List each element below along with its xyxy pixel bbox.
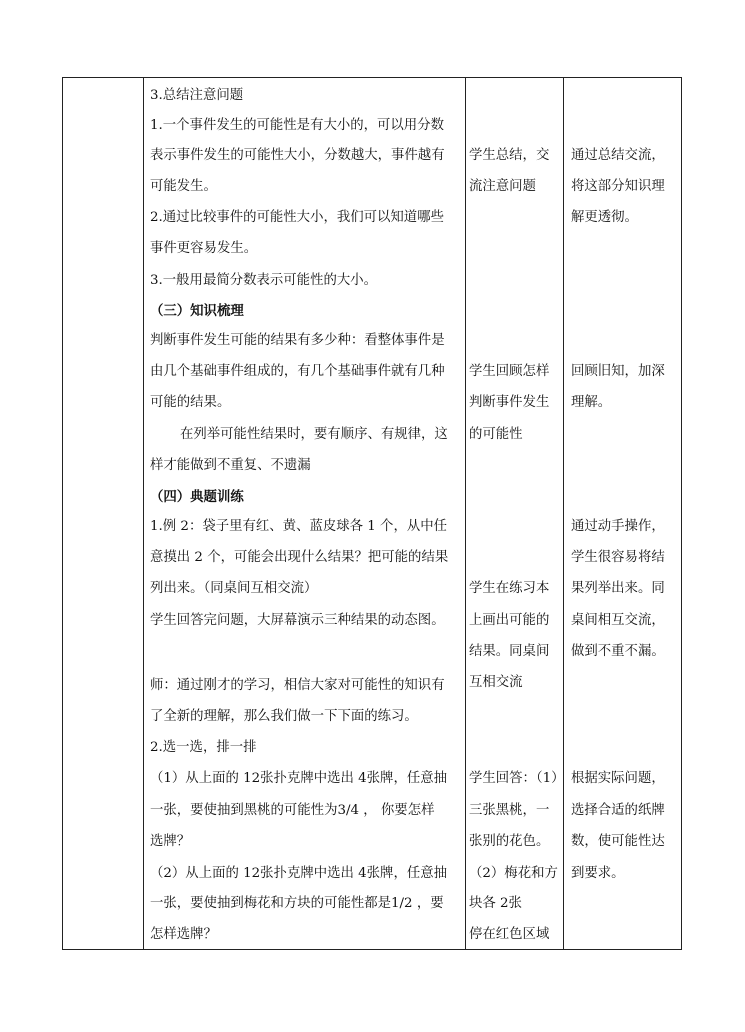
text-line: 三张黑桃，一 (469, 803, 550, 818)
text-line: 学生回答：（1） (469, 771, 565, 786)
text-line: 结果。同桌间 (469, 644, 550, 659)
text-line: 理解。 (571, 395, 612, 410)
text-line: 根据实际问题， (571, 771, 665, 786)
text-line: 在列举可能性结果时，要有顺序、有规律，这 (180, 427, 448, 442)
text-line: 可能的结果。 (150, 395, 231, 410)
text-line: 做到不重不漏。 (571, 644, 665, 659)
text-line: 的可能性 (469, 427, 523, 442)
text-line: （2）梅花和方 (469, 866, 558, 881)
column-divider (563, 78, 564, 949)
text-line: 一张，要使抽到黑桃的可能性为3/4 ， 你要怎样 (150, 803, 435, 818)
text-line: 通过总结交流， (571, 148, 665, 163)
section-heading: （四）典题训练 (150, 489, 244, 505)
text-line: 选择合适的纸牌 (571, 803, 665, 818)
column-divider (143, 78, 144, 949)
text-line: 上画出可能的 (469, 613, 550, 628)
text-line: 怎样选牌？ (150, 927, 217, 942)
text-line: 1.例 2：袋子里有红、黄、蓝皮球各 1 个，从中任 (150, 519, 448, 534)
text-line: 师：通过刚才的学习，相信大家对可能性的知识有 (150, 678, 445, 693)
text-line: 数，使可能性达 (571, 834, 665, 849)
text-line: 到要求。 (571, 866, 625, 881)
text-line: （2）从上面的 12张扑克牌中选出 4张牌，任意抽 (150, 866, 448, 881)
text-line: 将这部分知识理 (571, 179, 665, 194)
text-line: 2.选一选，排一排 (150, 740, 257, 755)
text-line: 学生在练习本 (469, 581, 550, 596)
text-line: 选牌？ (150, 834, 191, 849)
text-line: 可能发生。 (150, 179, 217, 194)
text-line: 回顾旧知，加深 (571, 364, 665, 379)
text-line: 表示事件发生的可能性大小，分数越大，事件越有 (150, 148, 445, 163)
text-line: 桌间相互交流， (571, 613, 665, 628)
text-line: 判断事件发生 (469, 395, 550, 410)
text-line: 列出来。（同桌间互相交流） (150, 581, 318, 596)
text-line: 停在红色区域 (469, 927, 550, 942)
text-line: 果列举出来。同 (571, 581, 665, 596)
text-line: 一张，要使抽到梅花和方块的可能性都是1/2 ，要 (150, 896, 444, 911)
text-line: 学生总结，交 (469, 148, 550, 163)
text-line: 学生回顾怎样 (469, 364, 550, 379)
column-divider (465, 78, 466, 949)
text-line: 通过动手操作， (571, 519, 665, 534)
text-line: 事件更容易发生。 (150, 241, 258, 256)
text-line: 了全新的理解，那么我们做一下下面的练习。 (150, 709, 418, 724)
text-line: 流注意问题 (469, 179, 536, 194)
text-line: 学生很容易将结 (571, 550, 665, 565)
text-line: 学生回答完问题，大屏幕演示三种结果的动态图。 (150, 613, 445, 628)
text-line: （1）从上面的 12张扑克牌中选出 4张牌，任意抽 (150, 771, 448, 786)
section-heading: （三）知识梳理 (150, 303, 244, 319)
text-line: 由几个基础事件组成的，有几个基础事件就有几种 (150, 364, 445, 379)
text-line: 2.通过比较事件的可能性大小，我们可以知道哪些 (150, 210, 444, 225)
text-line: 块各 2张 (469, 896, 522, 911)
text-line: 互相交流 (469, 675, 523, 690)
text-line: 判断事件发生可能的结果有多少种：看整体事件是 (150, 333, 445, 348)
lesson-table (62, 77, 682, 950)
text-line: 3.总结注意问题 (150, 88, 244, 103)
text-line: 1.一个事件发生的可能性是有大小的，可以用分数 (150, 118, 444, 133)
text-line: 意摸出 2 个，可能会出现什么结果？把可能的结果 (150, 550, 449, 565)
text-line: 3.一般用最简分数表示可能性的大小。 (150, 273, 378, 288)
text-line: 解更透彻。 (571, 210, 638, 225)
text-line: 张别的花色。 (469, 834, 550, 849)
text-line: 样才能做到不重复、不遗漏 (150, 458, 311, 473)
